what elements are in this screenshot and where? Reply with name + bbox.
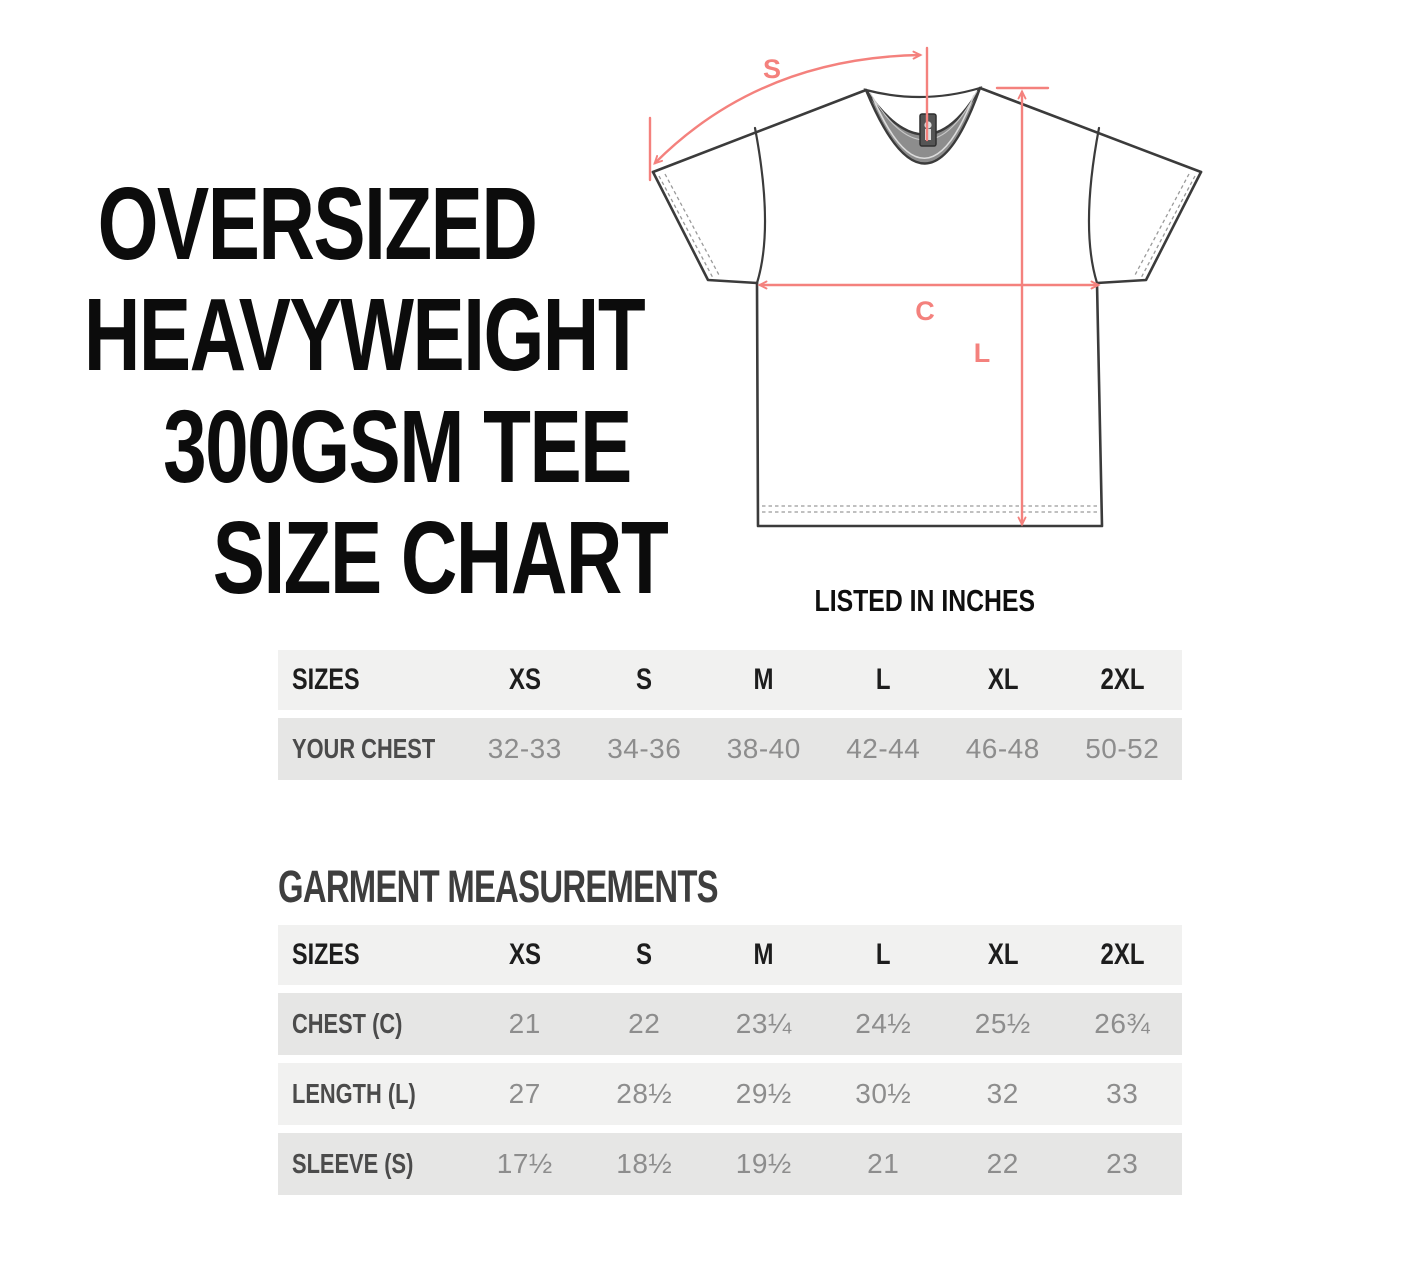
- table-row-length: [278, 1063, 1182, 1125]
- column-header: XS: [508, 938, 541, 971]
- title-line-3: 300GSM TEE: [163, 389, 631, 504]
- cell-value: 28½: [616, 1078, 673, 1109]
- cell-value: 23¼: [735, 1008, 792, 1039]
- table-row-your-chest: [278, 718, 1182, 780]
- cell-value: 32: [986, 1078, 1019, 1109]
- cell-value: 19½: [735, 1148, 792, 1179]
- column-header: S: [636, 938, 653, 971]
- cell-value: 22: [986, 1148, 1019, 1179]
- column-header: XS: [508, 663, 541, 696]
- cell-value: 24½: [855, 1008, 912, 1039]
- cell-value: 17½: [496, 1148, 553, 1179]
- chest-label: C: [915, 296, 935, 326]
- cell-value: 46-48: [965, 733, 1040, 764]
- cell-value: 34-36: [607, 733, 682, 764]
- left-cuff-stitch: [659, 174, 719, 278]
- column-header: L: [875, 663, 891, 696]
- column-header: 2XL: [1100, 938, 1145, 971]
- cell-value: 23: [1106, 1148, 1139, 1179]
- shirt-left-sleeve: [653, 172, 757, 283]
- cell-value: 29½: [735, 1078, 792, 1109]
- garment-measurements-heading: [278, 861, 881, 913]
- column-header: L: [875, 938, 891, 971]
- row-label: CHEST (C): [292, 1008, 403, 1039]
- cell-value: 32-33: [487, 733, 562, 764]
- title-line-1: OVERSIZED: [97, 166, 537, 281]
- cell-value: 21: [508, 1008, 541, 1039]
- table-row-sleeve: [278, 1133, 1182, 1195]
- column-header: M: [753, 663, 774, 696]
- cell-value: 26¾: [1094, 1008, 1151, 1039]
- column-header: 2XL: [1100, 663, 1145, 696]
- units-note: [760, 583, 1090, 619]
- title-line-4: SIZE CHART: [212, 500, 668, 615]
- body-size-table-header: [278, 650, 1182, 710]
- column-header: XL: [987, 663, 1019, 696]
- cell-value: 42-44: [846, 733, 921, 764]
- shirt-right-shoulder: [980, 88, 1201, 172]
- shirt-right-sleeve-seam: [1089, 128, 1099, 283]
- right-cuff-stitch: [1135, 174, 1195, 278]
- garment-table-header: [278, 925, 1182, 985]
- garment-measurements-table: [278, 925, 1182, 1195]
- length-label: L: [973, 338, 991, 368]
- table-row-chest: [278, 993, 1182, 1055]
- cell-value: 22: [628, 1008, 661, 1039]
- garment-measurements-heading-text: GARMENT MEASUREMENTS: [278, 861, 718, 912]
- column-header: XL: [987, 938, 1019, 971]
- cell-value: 21: [867, 1148, 900, 1179]
- column-header: SIZES: [292, 663, 360, 696]
- shirt-left-sleeve-seam: [755, 128, 765, 283]
- cell-value: 38-40: [726, 733, 801, 764]
- cell-value: 18½: [616, 1148, 673, 1179]
- column-header: SIZES: [292, 938, 360, 971]
- units-note-text: LISTED IN INCHES: [814, 583, 1036, 618]
- cell-value: 50-52: [1085, 733, 1160, 764]
- body-size-table: [278, 650, 1182, 780]
- row-label: LENGTH (L): [292, 1078, 416, 1109]
- cell-value: 25½: [974, 1008, 1031, 1039]
- cell-value: 33: [1106, 1078, 1139, 1109]
- tshirt-measurement-diagram: [630, 28, 1220, 558]
- column-header: M: [753, 938, 774, 971]
- row-label: YOUR CHEST: [292, 733, 436, 764]
- title-line-2: HEAVYWEIGHT: [83, 277, 645, 392]
- sleeve-label: S: [762, 54, 782, 84]
- cell-value: 27: [508, 1078, 541, 1109]
- row-label: SLEEVE (S): [292, 1148, 414, 1179]
- column-header: S: [636, 663, 653, 696]
- cell-value: 30½: [855, 1078, 912, 1109]
- shirt-right-sleeve: [1097, 172, 1201, 283]
